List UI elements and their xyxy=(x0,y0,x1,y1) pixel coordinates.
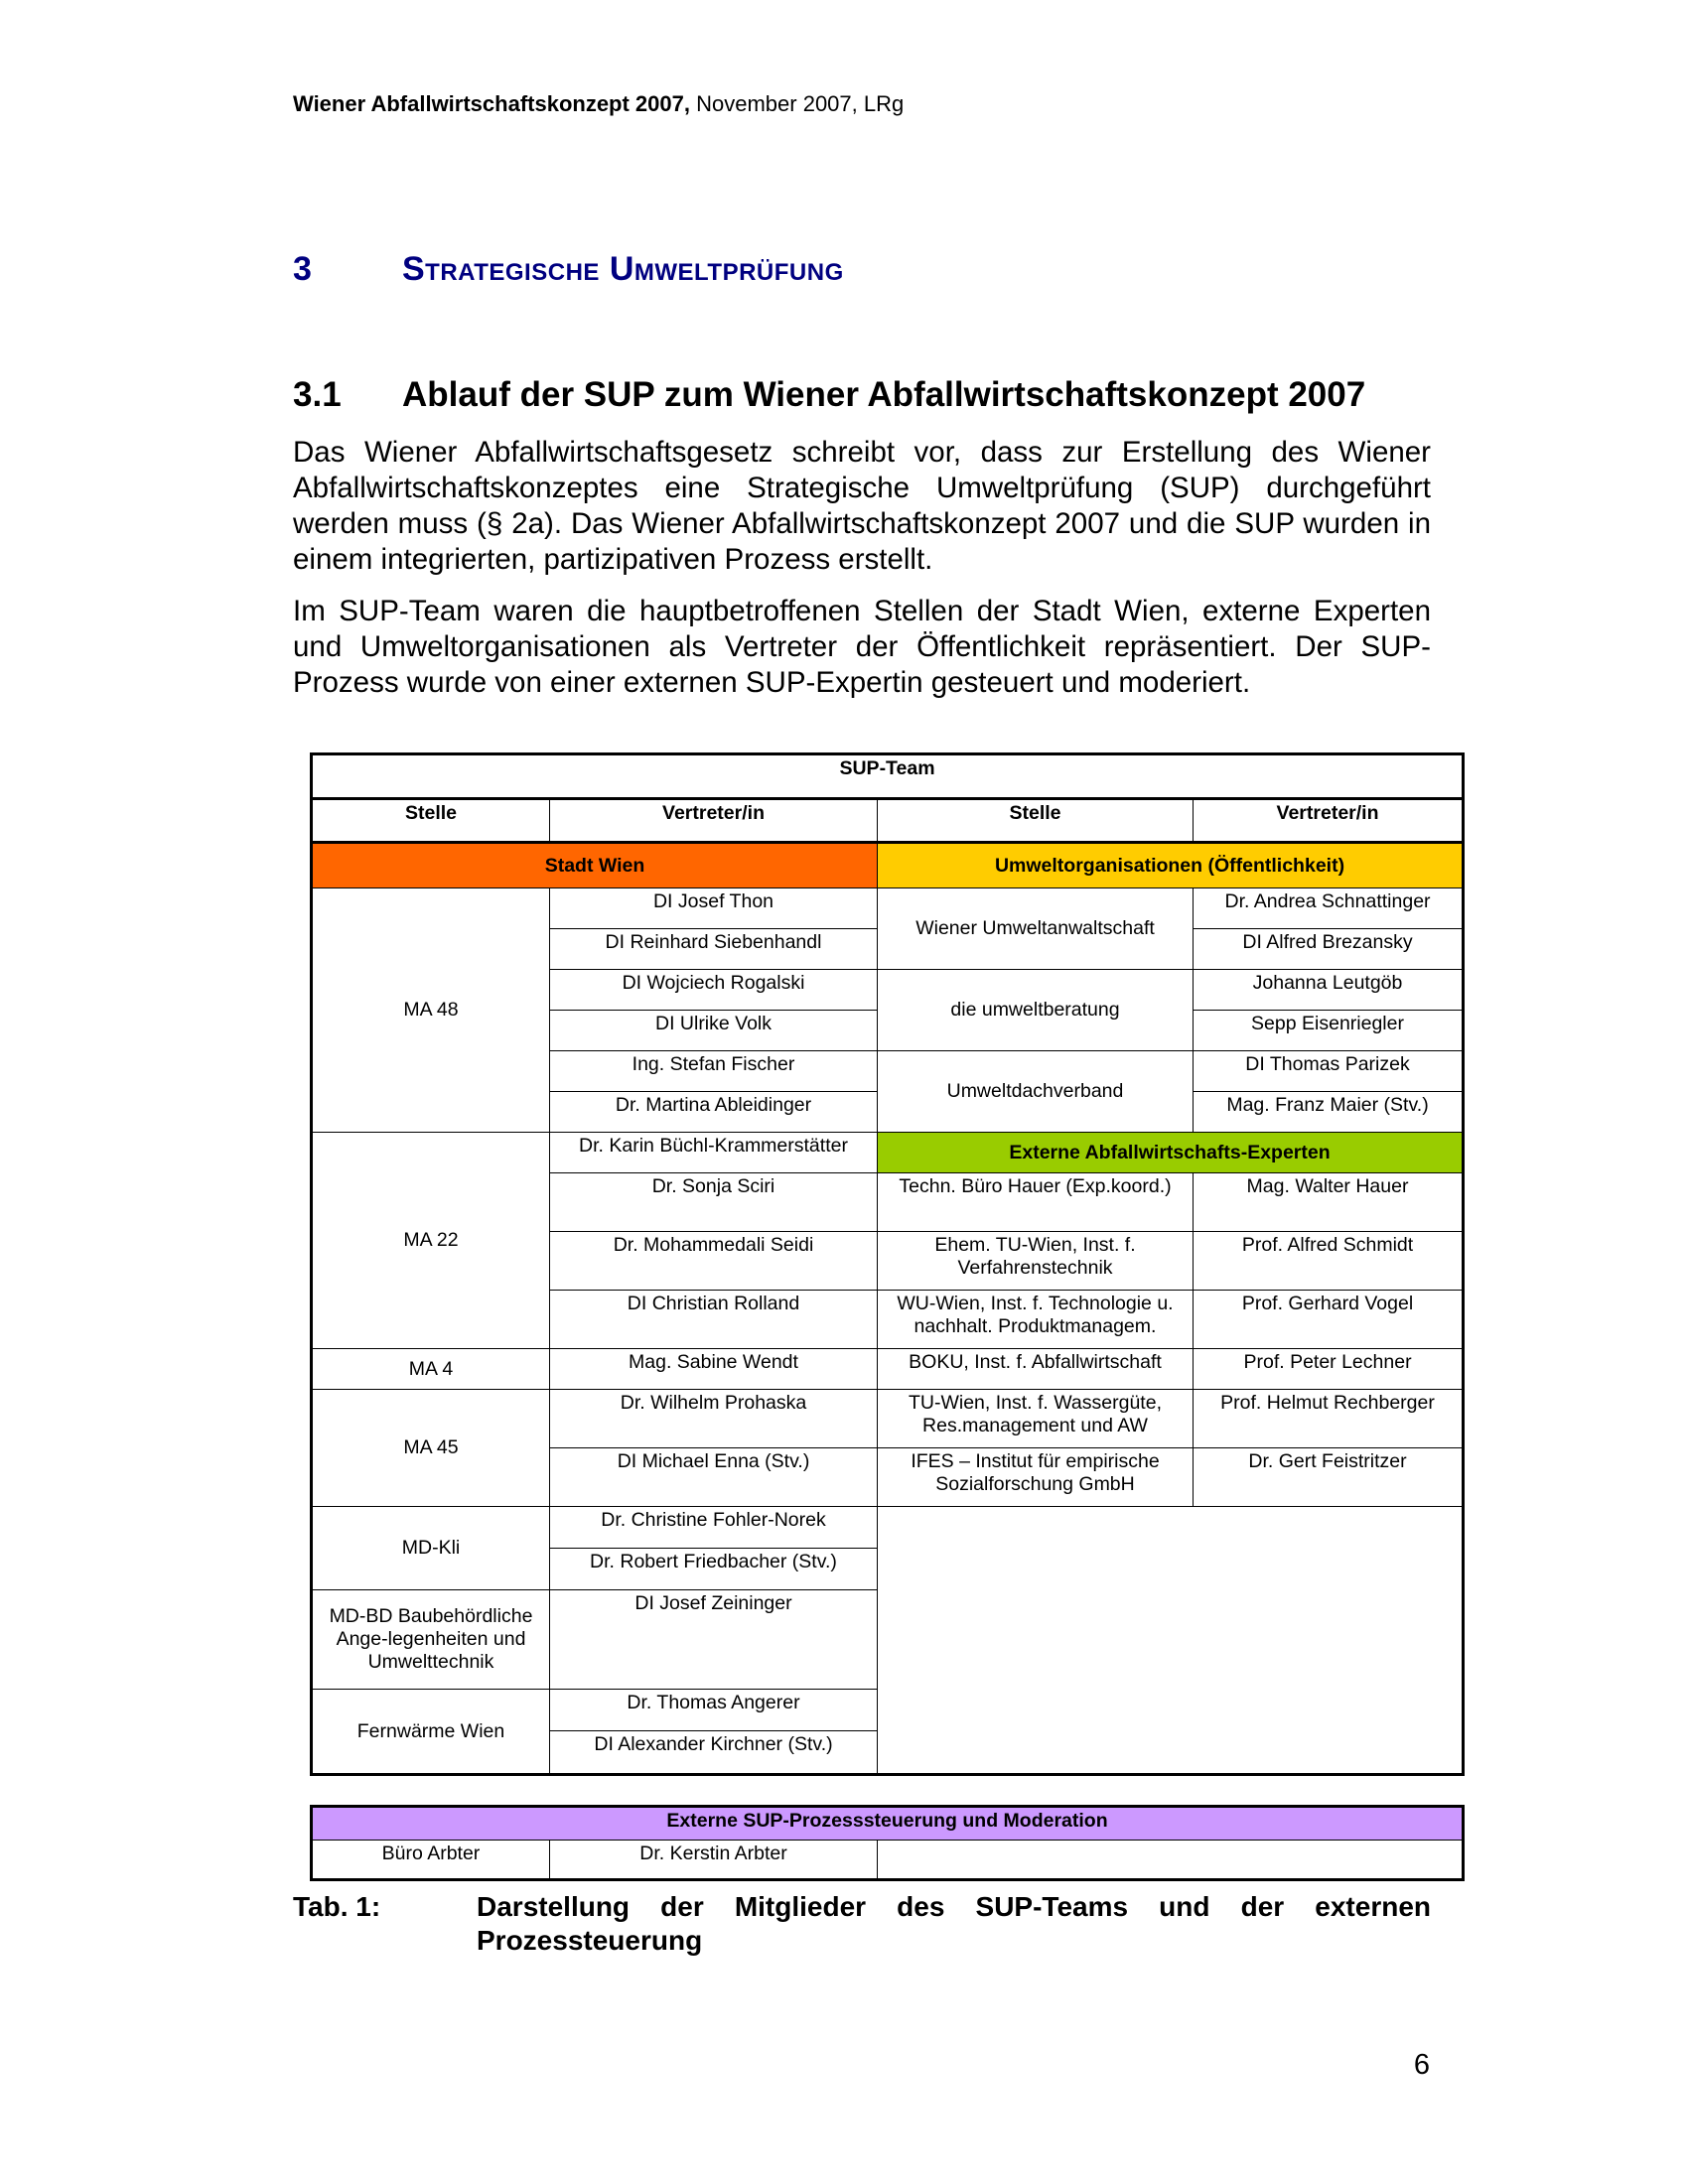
table-title: SUP-Team xyxy=(312,754,1464,799)
umwelt-vertreter-cell: DI Alfred Brezansky xyxy=(1194,929,1464,970)
experten-stelle-cell: IFES – Institut für empirische Sozialforschung GmbH xyxy=(878,1448,1194,1507)
stelle-cell: Fernwärme Wien xyxy=(312,1690,550,1775)
vertreter-cell: DI Josef Thon xyxy=(550,888,878,929)
experten-person-cell: Prof. Gerhard Vogel xyxy=(1194,1291,1464,1349)
caption-label: Tab. 1: xyxy=(293,1891,381,1922)
col-header-vertreter: Vertreter/in xyxy=(1194,799,1464,843)
vertreter-cell: DI Ulrike Volk xyxy=(550,1011,878,1051)
paragraph-1: Das Wiener Abfallwirtschaftsgesetz schreibt vor, dass zur Erstellung des Wiener Abfallwirtschaftskonzeptes eine Strategische Umweltprüfung (SUP) durchgeführt werden muss (§ 2a). Das Wiener Abfallwirtschaftskonzept 2007 und die SUP wurden in einem integrierten, partizipativen Prozess erstellt. xyxy=(293,436,1431,576)
vertreter-cell: Dr. Christine Fohler-Norek xyxy=(550,1507,878,1549)
vertreter-cell: Mag. Sabine Wendt xyxy=(550,1349,878,1390)
group-stadt-wien: Stadt Wien xyxy=(312,843,878,888)
empty-area xyxy=(878,1507,1464,1775)
experten-stelle-cell: Ehem. TU-Wien, Inst. f. Verfahrenstechnik xyxy=(878,1232,1194,1291)
umwelt-vertreter-cell: Mag. Franz Maier (Stv.) xyxy=(1194,1092,1464,1133)
ext-empty-cell xyxy=(878,1841,1464,1880)
stelle-cell: MD-Kli xyxy=(312,1507,550,1590)
experten-stelle-cell: BOKU, Inst. f. Abfallwirtschaft xyxy=(878,1349,1194,1390)
umwelt-vertreter-cell: Johanna Leutgöb xyxy=(1194,970,1464,1011)
col-header-vertreter: Vertreter/in xyxy=(550,799,878,843)
stelle-cell: MA 48 xyxy=(312,888,550,1133)
stelle-cell: MA 22 xyxy=(312,1133,550,1349)
ext-person-cell: Dr. Kerstin Arbter xyxy=(550,1841,878,1880)
chapter-title: Strategische Umweltprüfung xyxy=(402,250,844,288)
umwelt-stelle-cell: die umweltberatung xyxy=(878,970,1194,1051)
page-number: 6 xyxy=(1413,2049,1430,2081)
umwelt-vertreter-cell: Sepp Eisenriegler xyxy=(1194,1011,1464,1051)
vertreter-cell: Ing. Stefan Fischer xyxy=(550,1051,878,1092)
vertreter-cell: DI Michael Enna (Stv.) xyxy=(550,1448,878,1507)
group-umweltorganisationen: Umweltorganisationen (Öffentlichkeit) xyxy=(878,843,1464,888)
section-number: 3.1 xyxy=(293,375,342,414)
chapter-heading xyxy=(293,250,844,289)
experten-person-cell: Prof. Peter Lechner xyxy=(1194,1349,1464,1390)
vertreter-cell: Dr. Thomas Angerer xyxy=(550,1690,878,1731)
experten-person-cell: Prof. Alfred Schmidt xyxy=(1194,1232,1464,1291)
vertreter-cell: DI Wojciech Rogalski xyxy=(550,970,878,1011)
umwelt-stelle-cell: Wiener Umweltanwaltschaft xyxy=(878,888,1194,970)
sup-team-table xyxy=(310,752,1465,1776)
experten-person-cell: Dr. Gert Feistritzer xyxy=(1194,1448,1464,1507)
paragraph-2: Im SUP-Team waren die hauptbetroffenen Stellen der Stadt Wien, externe Experten und Umweltorganisationen als Vertreter der Öffentlichkeit repräsentiert. Der SUP-Prozess wurde von einer externen SUP-Expertin gesteuert und moderiert. xyxy=(293,595,1431,699)
vertreter-cell: Dr. Martina Ableidinger xyxy=(550,1092,878,1133)
experten-stelle-cell: TU-Wien, Inst. f. Wassergüte, Res.management und AW xyxy=(878,1390,1194,1448)
umwelt-vertreter-cell: DI Thomas Parizek xyxy=(1194,1051,1464,1092)
vertreter-cell: Dr. Wilhelm Prohaska xyxy=(550,1390,878,1448)
experten-stelle-cell: Techn. Büro Hauer (Exp.koord.) xyxy=(878,1173,1194,1232)
stelle-cell: MA 4 xyxy=(312,1349,550,1390)
stelle-cell: MD-BD Baubehördliche Ange-legenheiten und Umwelttechnik xyxy=(312,1590,550,1690)
experten-stelle-cell: WU-Wien, Inst. f. Technologie u. nachhalt. Produktmanagem. xyxy=(878,1291,1194,1349)
umwelt-stelle-cell: Umweltdachverband xyxy=(878,1051,1194,1133)
umwelt-vertreter-cell: Dr. Andrea Schnattinger xyxy=(1194,888,1464,929)
chapter-number: 3 xyxy=(293,250,312,288)
vertreter-cell: Dr. Robert Friedbacher (Stv.) xyxy=(550,1549,878,1590)
ext-moderation-table xyxy=(310,1805,1465,1881)
vertreter-cell: DI Christian Rolland xyxy=(550,1291,878,1349)
header-title: Wiener Abfallwirtschaftskonzept 2007, xyxy=(293,91,690,116)
vertreter-cell: Dr. Karin Büchl-Krammerstätter xyxy=(550,1133,878,1173)
group-experten: Externe Abfallwirtschafts-Experten xyxy=(878,1133,1464,1173)
vertreter-cell: Dr. Mohammedali Seidi xyxy=(550,1232,878,1291)
stelle-cell: MA 45 xyxy=(312,1390,550,1507)
caption-text: Darstellung der Mitglieder des SUP-Teams und der externen Prozessteuerung xyxy=(477,1891,1431,1956)
col-header-stelle: Stelle xyxy=(878,799,1194,843)
section-title: Ablauf der SUP zum Wiener Abfallwirtschaftskonzept 2007 xyxy=(402,375,1366,414)
running-header xyxy=(293,91,904,117)
ext-stelle-cell: Büro Arbter xyxy=(312,1841,550,1880)
vertreter-cell: Dr. Sonja Sciri xyxy=(550,1173,878,1232)
col-header-stelle: Stelle xyxy=(312,799,550,843)
vertreter-cell: DI Alexander Kirchner (Stv.) xyxy=(550,1731,878,1775)
header-date: November 2007, LRg xyxy=(690,91,905,116)
ext-table-title: Externe SUP-Prozesssteuerung und Moderation xyxy=(312,1807,1464,1841)
experten-person-cell: Mag. Walter Hauer xyxy=(1194,1173,1464,1232)
vertreter-cell: DI Reinhard Siebenhandl xyxy=(550,929,878,970)
vertreter-cell: DI Josef Zeininger xyxy=(550,1590,878,1690)
section-heading xyxy=(293,375,1365,415)
experten-person-cell: Prof. Helmut Rechberger xyxy=(1194,1390,1464,1448)
